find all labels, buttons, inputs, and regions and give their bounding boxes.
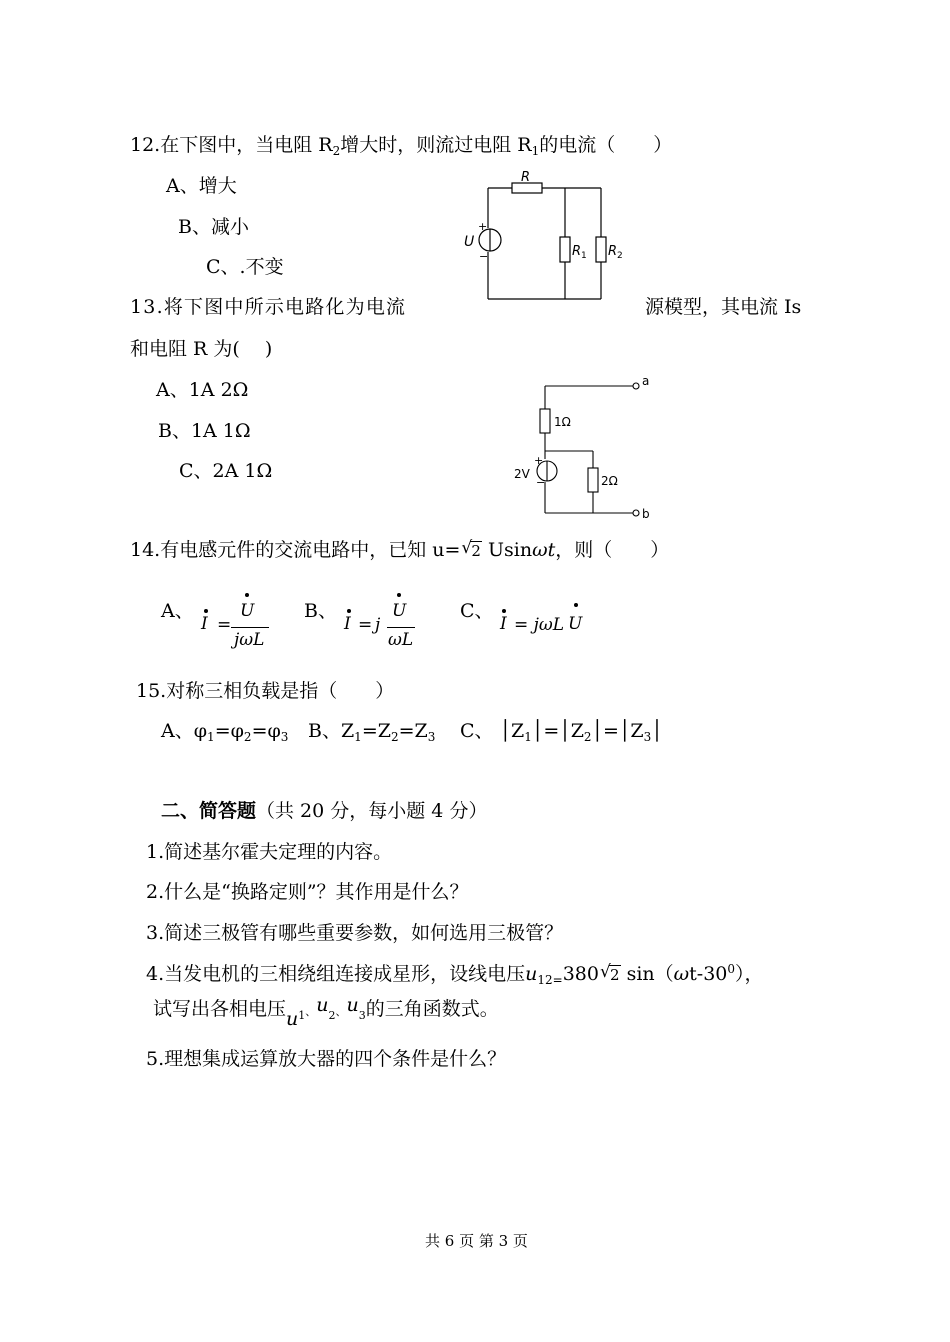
q4-s1: 1	[298, 1009, 306, 1022]
q15-bar-4: │	[591, 720, 604, 742]
q12-label-r1-sub: 1	[581, 251, 587, 261]
q15-phi-1: φ	[193, 720, 208, 742]
section2-heading	[161, 802, 487, 821]
q4-sqrt-arg: 2	[609, 966, 620, 984]
section2-question-1: 1.简述基尔霍夫定理的内容。	[146, 841, 393, 863]
q13-terminal-b	[633, 510, 639, 516]
q12-sub-1: 1	[531, 144, 540, 158]
q15-b-eq-1: =	[361, 720, 378, 742]
q15-b-eq-2: =	[398, 720, 415, 742]
q15-a-eq-2: =	[251, 720, 268, 742]
section2-question-4-line2	[153, 996, 499, 1029]
q14-a-jwl: jωL	[234, 630, 265, 650]
q4-s3: 3	[358, 1009, 366, 1022]
q4-sin: sin（	[620, 963, 674, 985]
q4-line2-b: 的三角函数式。	[365, 998, 499, 1020]
q14-b-j: j	[375, 615, 381, 635]
q4-close: ），	[735, 963, 764, 985]
q4-u3: u	[346, 994, 359, 1016]
q15-z-sub-3: 3	[427, 730, 436, 744]
q13-label-b: b	[642, 507, 650, 521]
q14-stem	[130, 538, 670, 561]
q14-c-expr: = jωL	[514, 615, 565, 635]
q12-option-b: B、减小	[178, 216, 249, 238]
q14-b-u-dot	[397, 593, 401, 597]
q4-t: t-30	[689, 963, 728, 985]
q15-option-b	[308, 722, 435, 743]
q4-u: u	[525, 963, 538, 985]
q12-label-r: R	[521, 170, 531, 185]
q14-sqrt-arg: 2	[471, 542, 481, 560]
section2-question-4-line1	[146, 963, 764, 986]
q4-sub-12: 12=	[537, 973, 563, 987]
q14-a-i-dot	[204, 609, 208, 613]
q14-b-fraction-line	[387, 627, 415, 628]
q15-bar-2: │	[531, 720, 544, 742]
q13-stem-a: 13.将下图中所示电路化为电流	[130, 296, 407, 318]
q12-option-a: A、增大	[166, 175, 237, 197]
q15-option-c	[460, 722, 663, 743]
q4-u2: u	[316, 994, 329, 1016]
q12-label-minus: −	[479, 250, 489, 263]
q15-z-3: Z	[414, 720, 428, 742]
q15-c-z-3: Z	[630, 720, 644, 742]
q12-circuit-figure	[455, 168, 623, 308]
q15-c-z-sub-3: 3	[643, 730, 652, 744]
q4-s2: 2	[328, 1009, 336, 1022]
q14-omega: ω	[532, 539, 548, 561]
q14-option-b-label: B、	[304, 600, 337, 622]
section2-note: （共 20 分，每小题 4 分）	[256, 800, 488, 822]
q12-stem-part-c: 的电流（ ）	[539, 134, 673, 156]
q15-b-label: B、	[308, 720, 341, 742]
q14-a-u: U	[240, 601, 255, 621]
q12-label-r2: R	[608, 244, 618, 259]
q14-b-i-dot	[347, 609, 351, 613]
q12-resistor-r2	[596, 237, 606, 262]
q14-b-eq: =	[358, 615, 373, 635]
q15-z-sub-2: 2	[390, 730, 399, 744]
q12-stem-part-a: 12.在下图中，当电阻 R	[130, 134, 333, 156]
q15-phi-sub-2: 2	[243, 730, 252, 744]
q12-sub-2: 2	[332, 144, 341, 158]
q15-c-z-sub-2: 2	[583, 730, 592, 744]
q4-sep2: 、	[335, 1005, 347, 1018]
q15-bar-1: │	[499, 720, 512, 742]
q15-z-sub-1: 1	[354, 730, 362, 744]
q14-t: t	[547, 539, 556, 561]
q14-a-u-dot	[245, 593, 249, 597]
q12-stem-part-b: 增大时，则流过电阻 R	[340, 134, 532, 156]
section2-question-3: 3.简述三极管有哪些重要参数，如何选用三极管？	[146, 922, 564, 944]
q14-stem-part-a: 14.有电感元件的交流电路中，已知 u=	[130, 539, 461, 561]
q15-bar-5: │	[618, 720, 631, 742]
q14-stem-part-c: ，则（ ）	[555, 539, 670, 561]
q15-phi-sub-1: 1	[207, 730, 215, 744]
q12-stem	[130, 136, 672, 157]
q12-resistor-r1	[560, 237, 570, 262]
q15-a-label: A、	[161, 720, 194, 742]
q15-phi-2: φ	[230, 720, 244, 742]
q15-z-2: Z	[377, 720, 391, 742]
q15-c-z-1: Z	[511, 720, 525, 742]
q13-label-a: a	[642, 374, 650, 388]
q15-option-a	[161, 722, 288, 743]
q4-sqrt: √ 2	[599, 962, 620, 984]
q15-c-eq-2: =	[603, 720, 619, 742]
q13-label-2v: 2V	[514, 467, 530, 481]
q4-text-a: 4.当发电机的三相绕组连接成星形，设线电压	[146, 963, 526, 985]
q13-option-b: B、1A 1Ω	[158, 420, 251, 442]
q14-sqrt: √ 2	[461, 538, 481, 560]
q14-c-u: U	[568, 614, 583, 634]
q15-c-label: C、	[460, 720, 494, 742]
q13-terminal-a	[633, 383, 639, 389]
q14-b-u: U	[392, 601, 407, 621]
q13-circuit-figure	[505, 372, 665, 522]
q13-label-minus: −	[536, 476, 546, 489]
q4-sep1: 、	[305, 1005, 317, 1018]
q15-stem: 15.对称三相负载是指（ ）	[136, 680, 395, 702]
section2-question-2: 2.什么是“换路定则”？其作用是什么？	[146, 881, 469, 903]
q15-c-z-sub-1: 1	[524, 730, 532, 744]
q14-c-i: I	[500, 614, 507, 634]
q14-a-eq: =	[217, 615, 232, 635]
q13-label-1ohm: 1Ω	[554, 415, 571, 429]
q12-label-r1: R	[572, 244, 582, 259]
q14-option-a-label: A、	[161, 600, 194, 622]
q4-line2-a: 试写出各相电压	[153, 998, 287, 1020]
q4-num: 380	[562, 963, 599, 985]
q13-resistor-1ohm	[540, 409, 550, 433]
q14-c-i-dot	[502, 609, 506, 613]
q13-stem-c: 和电阻 R 为( )	[130, 338, 273, 360]
q14-a-fraction-line	[231, 627, 269, 628]
q13-option-c: C、2A 1Ω	[179, 460, 273, 482]
q4-omega: ω	[673, 963, 690, 985]
q14-stem-usin: Usin	[481, 539, 533, 561]
q12-label-r2-sub: 2	[617, 251, 623, 261]
q4-deg: 0	[727, 962, 736, 976]
q14-c-u-dot	[574, 603, 578, 607]
page-footer: 共 6 页 第 3 页	[425, 1232, 528, 1250]
q12-label-u: U	[464, 234, 475, 250]
q15-phi-3: φ	[267, 720, 281, 742]
q15-phi-sub-3: 3	[280, 730, 289, 744]
q13-resistor-2ohm	[588, 468, 598, 492]
q15-c-eq-1: =	[543, 720, 560, 742]
q14-b-i: I	[344, 614, 351, 634]
q15-bar-6: │	[651, 720, 663, 742]
q13-option-a: A、1A 2Ω	[156, 379, 249, 401]
q14-option-c-label: C、	[460, 600, 494, 622]
section2-question-5: 5.理想集成运算放大器的四个条件是什么？	[146, 1048, 507, 1070]
q13-stem-b: 源模型，其电流 Is	[645, 296, 802, 318]
q4-u1: u	[286, 1008, 299, 1030]
q13-label-plus: +	[534, 454, 544, 467]
q15-a-eq-1: =	[214, 720, 231, 742]
section2-title: 二、简答题	[161, 800, 257, 822]
q14-b-wl: ωL	[388, 630, 414, 650]
q12-label-plus: +	[478, 220, 488, 233]
q15-c-z-2: Z	[570, 720, 584, 742]
q12-option-c: C、.不变	[206, 256, 284, 278]
q14-a-i: I	[201, 614, 208, 634]
q13-label-2ohm: 2Ω	[601, 474, 618, 488]
q15-bar-3: │	[559, 720, 571, 742]
q15-z-1: Z	[340, 720, 355, 742]
